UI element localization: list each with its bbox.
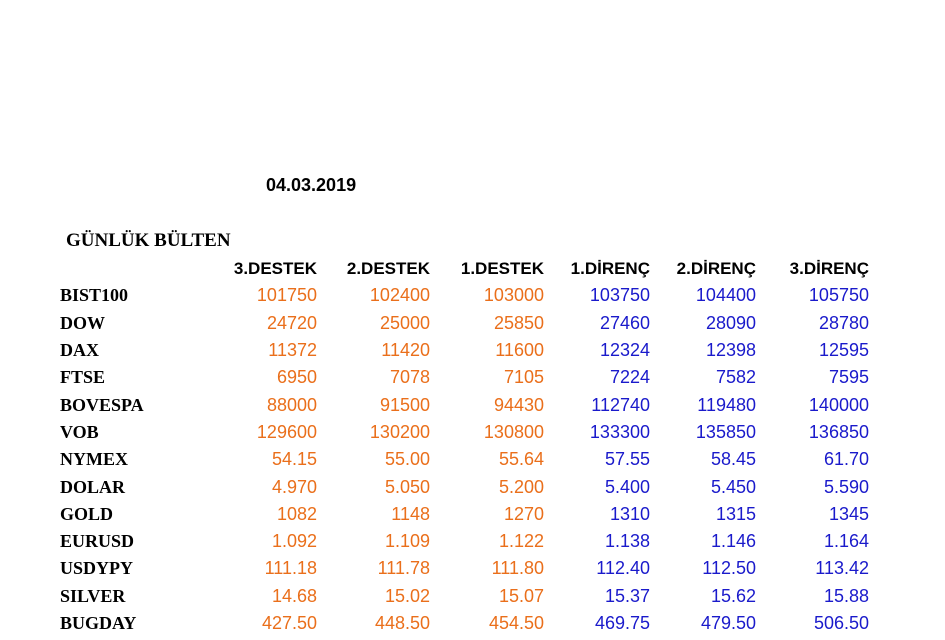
support-3-value: 101750 <box>256 285 317 306</box>
support-1-value: 5.200 <box>498 476 544 497</box>
support-2-value: 111.78 <box>377 558 430 579</box>
resistance-3-value: 506.50 <box>813 613 869 633</box>
resistance-2-value: 28090 <box>705 312 756 333</box>
support-2-value: 11420 <box>381 340 430 361</box>
resistance-1-value: 133300 <box>589 421 650 442</box>
table-row <box>60 310 869 337</box>
resistance-3-value: 136850 <box>808 421 869 442</box>
resistance-3-value: 113.42 <box>815 558 869 579</box>
support-1-value: 25850 <box>493 312 544 333</box>
resistance-3-value: 28780 <box>818 312 869 333</box>
support-3-value: 11372 <box>268 340 317 361</box>
support-3-value: 88000 <box>266 394 317 415</box>
support-2-value: 7078 <box>389 367 430 388</box>
resistance-2-value: 5.450 <box>710 476 756 497</box>
resistance-2-value: 1315 <box>715 503 756 524</box>
resistance-1-value: 7224 <box>609 367 650 388</box>
resistance-1-value: 1.138 <box>604 531 650 552</box>
resistance-1-value: 15.37 <box>604 585 650 606</box>
table-row <box>60 419 869 446</box>
resistance-3-value: 105750 <box>808 285 869 306</box>
support-3-value: 54.15 <box>271 449 317 470</box>
support-1-value: 130800 <box>483 421 544 442</box>
bulletin-title: GÜNLÜK BÜLTEN <box>66 230 231 251</box>
resistance-1-value: 103750 <box>589 285 650 306</box>
support-1-value: 111.80 <box>491 558 544 579</box>
support-3-value: 4.970 <box>271 476 317 497</box>
support-3-value: 427.50 <box>261 613 317 633</box>
resistance-1-value: 5.400 <box>604 476 650 497</box>
table-row <box>60 528 869 555</box>
table-row <box>60 473 869 500</box>
header-resistance-3: 3.DİRENÇ <box>789 258 869 278</box>
support-1-value: 7105 <box>503 367 544 388</box>
resistance-3-value: 140000 <box>808 394 869 415</box>
support-2-value: 102400 <box>369 285 430 306</box>
table-row <box>60 446 869 473</box>
table-row <box>60 610 869 637</box>
support-1-value: 1.122 <box>498 531 544 552</box>
support-2-value: 5.050 <box>384 476 430 497</box>
support-2-value: 55.00 <box>384 449 430 470</box>
instrument-name: USDYPY <box>60 558 134 579</box>
resistance-1-value: 57.55 <box>604 449 650 470</box>
resistance-2-value: 104400 <box>695 285 756 306</box>
instrument-name: FTSE <box>60 367 106 388</box>
resistance-2-value: 479.50 <box>700 613 756 633</box>
instrument-name: DAX <box>60 340 99 361</box>
resistance-3-value: 61.70 <box>823 449 869 470</box>
table-row <box>60 282 869 309</box>
support-3-value: 1.092 <box>271 531 317 552</box>
support-2-value: 15.02 <box>384 585 430 606</box>
instrument-name: DOLAR <box>60 476 126 497</box>
instrument-name: BUGDAY <box>60 613 137 633</box>
support-2-value: 130200 <box>369 421 430 442</box>
resistance-1-value: 12324 <box>599 340 650 361</box>
support-1-value: 454.50 <box>488 613 544 633</box>
support-1-value: 55.64 <box>498 449 544 470</box>
support-1-value: 11600 <box>495 340 544 361</box>
resistance-3-value: 1345 <box>828 503 869 524</box>
support-1-value: 1270 <box>503 503 544 524</box>
resistance-1-value: 27460 <box>599 312 650 333</box>
support-2-value: 1148 <box>391 503 430 524</box>
support-3-value: 1082 <box>276 503 317 524</box>
support-2-value: 448.50 <box>374 613 430 633</box>
levels-table <box>60 255 869 637</box>
header-support-1: 1.DESTEK <box>460 258 544 278</box>
resistance-3-value: 1.164 <box>823 531 869 552</box>
instrument-name: BOVESPA <box>60 394 144 415</box>
table-row <box>60 501 869 528</box>
support-3-value: 24720 <box>266 312 317 333</box>
support-3-value: 6950 <box>276 367 317 388</box>
support-3-value: 111.18 <box>264 558 317 579</box>
support-2-value: 25000 <box>379 312 430 333</box>
instrument-name: EURUSD <box>60 531 135 552</box>
resistance-2-value: 119480 <box>697 394 756 415</box>
header-resistance-2: 2.DİRENÇ <box>676 258 756 278</box>
resistance-3-value: 15.88 <box>823 585 869 606</box>
table-row <box>60 337 869 364</box>
resistance-3-value: 7595 <box>828 367 869 388</box>
support-2-value: 1.109 <box>384 531 430 552</box>
instrument-name: DOW <box>60 312 105 333</box>
support-1-value: 15.07 <box>498 585 544 606</box>
support-1-value: 103000 <box>483 285 544 306</box>
header-support-3: 3.DESTEK <box>233 258 317 278</box>
header-support-2: 2.DESTEK <box>346 258 430 278</box>
resistance-1-value: 112740 <box>591 394 650 415</box>
table-row <box>60 391 869 418</box>
instrument-name: SILVER <box>60 585 126 606</box>
resistance-2-value: 58.45 <box>710 449 756 470</box>
table-body <box>60 282 869 637</box>
resistance-1-value: 469.75 <box>594 613 650 633</box>
support-1-value: 94430 <box>493 394 544 415</box>
support-3-value: 14.68 <box>271 585 317 606</box>
resistance-3-value: 5.590 <box>823 476 869 497</box>
table-row <box>60 555 869 582</box>
resistance-2-value: 7582 <box>715 367 756 388</box>
bulletin-date: 04.03.2019 <box>266 175 357 195</box>
table-row <box>60 583 869 610</box>
instrument-name: GOLD <box>60 503 114 524</box>
table-row <box>60 364 869 391</box>
instrument-name: VOB <box>60 421 99 442</box>
header-resistance-1: 1.DİRENÇ <box>570 258 650 278</box>
resistance-2-value: 112.50 <box>702 558 756 579</box>
resistance-2-value: 15.62 <box>710 585 756 606</box>
resistance-2-value: 12398 <box>705 340 756 361</box>
instrument-name: BIST100 <box>60 285 129 306</box>
header-row <box>60 255 869 282</box>
resistance-1-value: 112.40 <box>596 558 650 579</box>
header-instrument <box>60 255 200 282</box>
resistance-2-value: 135850 <box>695 421 756 442</box>
resistance-3-value: 12595 <box>818 340 869 361</box>
resistance-1-value: 1310 <box>609 503 650 524</box>
support-2-value: 91500 <box>379 394 430 415</box>
resistance-2-value: 1.146 <box>710 531 756 552</box>
instrument-name: NYMEX <box>60 449 128 470</box>
support-3-value: 129600 <box>256 421 317 442</box>
